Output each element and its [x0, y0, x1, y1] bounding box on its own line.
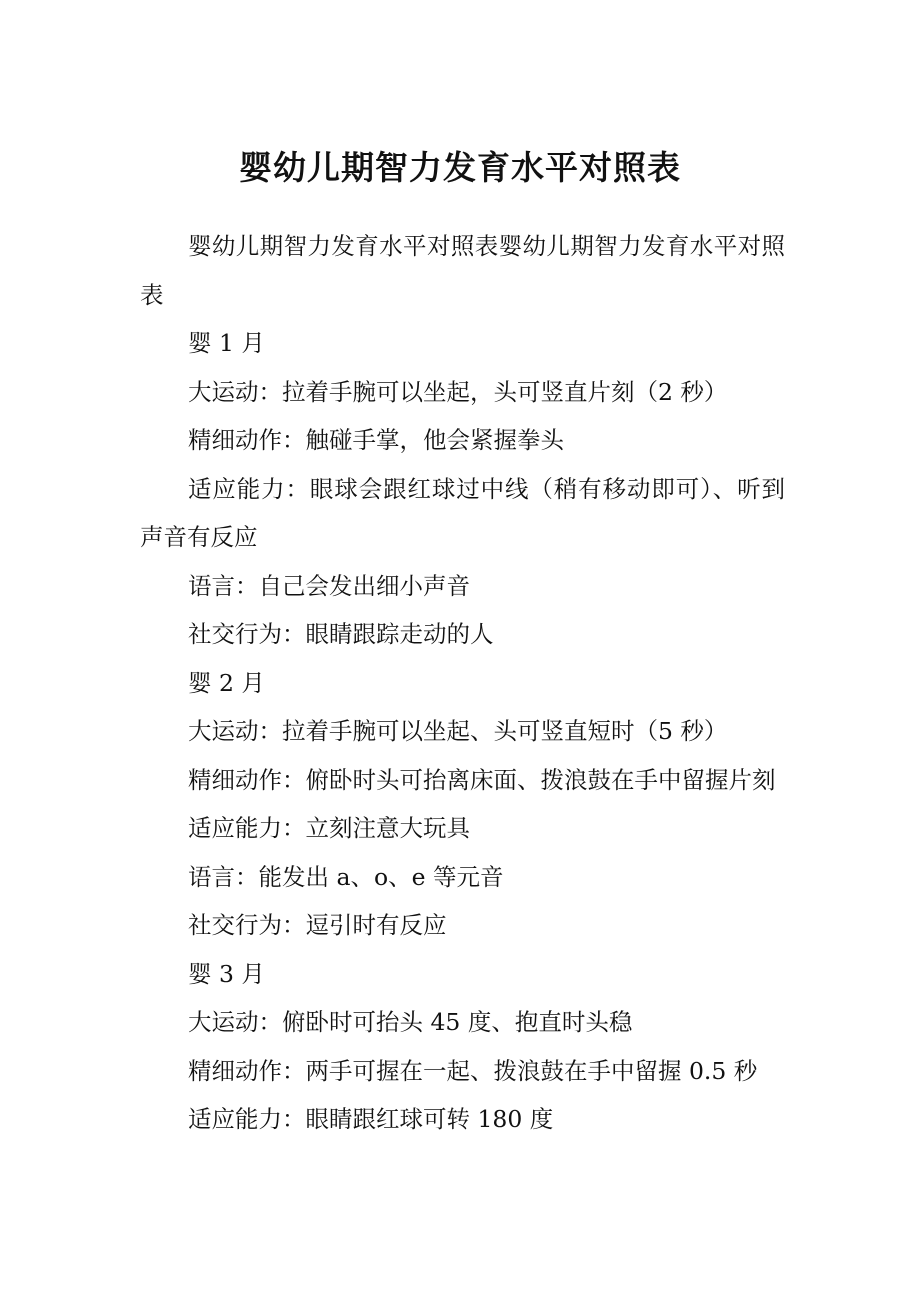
paragraph-fine-motor: 精细动作：两手可握在一起、拨浪鼓在手中留握 0.5 秒 — [188, 1056, 758, 1085]
paragraph-adaptive: 适应能力：眼球会跟红球过中线（稍有移动即可）、听到声音有反应 — [140, 474, 785, 551]
heading-month-1: 婴 1 月 — [188, 329, 265, 357]
document-title: 婴幼儿期智力发育水平对照表 — [239, 148, 681, 187]
document-body — [140, 222, 785, 1144]
paragraph-gross-motor: 大运动：拉着手腕可以坐起、头可竖直短时（5 秒） — [188, 717, 728, 745]
heading-month-2: 婴 2 月 — [188, 668, 265, 697]
paragraph-fine-motor: 精细动作：触碰手掌，他会紧握拳头 — [188, 426, 564, 454]
paragraph-adaptive: 适应能力：眼睛跟红球可转 180 度 — [188, 1105, 554, 1133]
paragraph-language: 语言：能发出 a、o、e 等元音 — [188, 862, 504, 891]
paragraph-gross-motor: 大运动：拉着手腕可以坐起，头可竖直片刻（2 秒） — [188, 377, 728, 406]
heading-month-3: 婴 3 月 — [188, 959, 265, 988]
paragraph-gross-motor: 大运动：俯卧时可抬头 45 度、抱直时头稳 — [188, 1008, 633, 1036]
paragraph-adaptive: 适应能力：立刻注意大玩具 — [188, 814, 470, 842]
paragraph-fine-motor: 精细动作：俯卧时头可抬离床面、拨浪鼓在手中留握片刻 — [188, 765, 776, 794]
paragraph-social: 社交行为：逗引时有反应 — [188, 911, 447, 939]
paragraph-language: 语言：自己会发出细小声音 — [188, 571, 470, 600]
paragraph-social: 社交行为：眼睛跟踪走动的人 — [188, 620, 494, 648]
paragraph-intro: 婴幼儿期智力发育水平对照表婴幼儿期智力发育水平对照表 — [140, 232, 785, 309]
